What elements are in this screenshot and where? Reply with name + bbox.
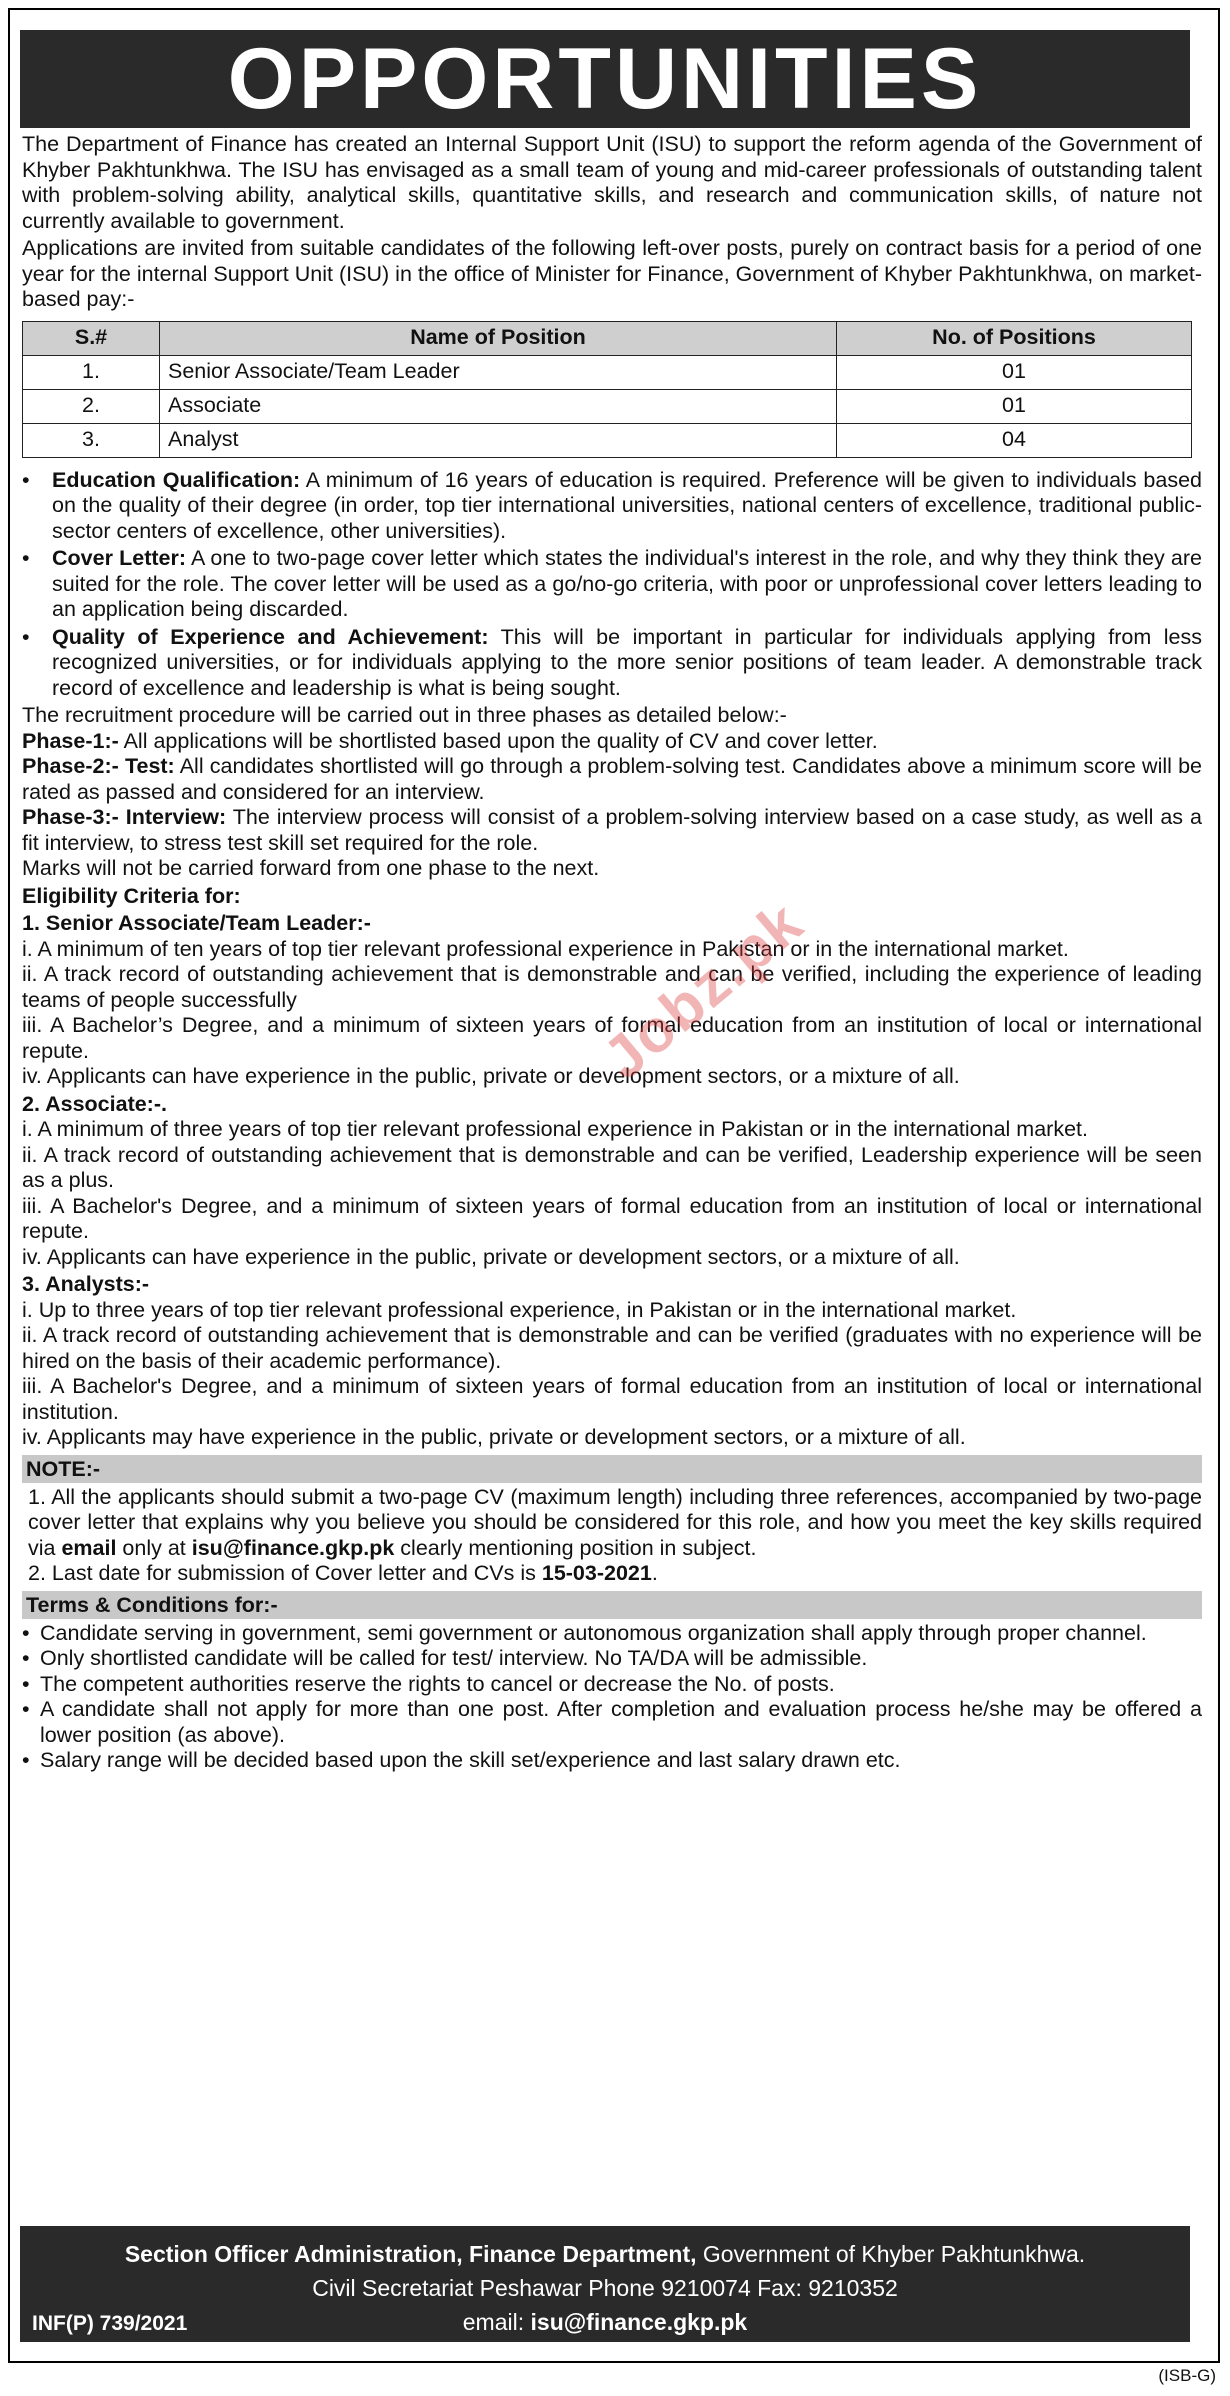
list-item: • A candidate shall not apply for more than one post. After completion and evaluation process he/she may be offered a lower position (as above).: [22, 1697, 1202, 1747]
requirement-text: A minimum of 16 years of education is required. Preference will be given to individuals based on the quality of their degree (in order, top tier international universities, national centers of excellence, traditional public-sector centers of excellence, other universities).: [52, 467, 1202, 543]
last-date: 15-03-2021: [541, 1561, 652, 1585]
list-item: i. A minimum of ten years of top tier relevant professional experience in Pakistan or in the international market.: [22, 936, 1069, 961]
eligibility-senior-heading: 1. Senior Associate/Team Leader:-: [22, 911, 371, 935]
note-text: 1. All the applicants should submit a two-page CV (maximum length) including three references, accompanied by two-page cover letter that explains why you believe you should be considered for this role, and how you meet the key skills required via: [28, 1484, 1202, 1560]
table-row: [23, 355, 1192, 389]
bullet-icon: •: [22, 467, 30, 492]
header-serial: S.#: [23, 321, 160, 355]
requirement-education: [22, 468, 1202, 545]
header-position: Name of Position: [160, 321, 837, 355]
intro-paragraph-2: Applications are invited from suitable candidates of the following left-over posts, purely on contract basis for a period of one year for the internal Support Unit (ISU) in the office of Minister for Finance, Government of Khyber Pakhtunkhwa, on market-based pay:-: [22, 236, 1202, 311]
list-item: iii. A Bachelor's Degree, and a minimum of sixteen years of formal education from an institution of local or international repute.: [22, 1193, 1202, 1243]
eligibility-analyst-heading: 3. Analysts:-: [22, 1272, 150, 1296]
intro-paragraph-1: The Department of Finance has created an Internal Support Unit (ISU) to support the reform agenda of the Government of Khyber Pakhtunkhwa. The ISU has envisaged as a small team of young and mid-career professionals of outstanding talent with problem-solving ability, analytical skills, quantitative skills, and research and communication skills, of nature not currently available to government.: [22, 132, 1202, 233]
table-header-row: [23, 321, 1192, 355]
requirement-experience: [22, 625, 1202, 702]
note-email-word: email: [61, 1535, 117, 1560]
list-item: iv. Applicants can have experience in the public, private or development sectors, or a mixture of all.: [22, 1064, 960, 1088]
bullet-icon: •: [22, 1748, 30, 1772]
requirement-text: This will be important in particular for individuals applying from less recognized universities, or for individuals applying to the more senior positions of team leader. A demonstrable track record of excellence and leadership is what is being sought.: [52, 624, 1203, 700]
note-heading: NOTE:-: [22, 1455, 1202, 1483]
list-item: iii. A Bachelor's Degree, and a minimum of sixteen years of formal education from an institution of local or international institution.: [22, 1374, 1202, 1424]
phase-label: Phase-1:-: [22, 728, 119, 753]
phase-text: All applications will be shortlisted based upon the quality of CV and cover letter.: [118, 728, 878, 753]
phase-label: Phase-3:- Interview:: [22, 805, 227, 829]
table-row: [23, 423, 1192, 457]
eligibility-heading: Eligibility Criteria for:: [22, 883, 241, 908]
requirement-text: A one to two-page cover letter which states the individual's interest in the role, and why they think they are suited for the role. The cover letter will be used as a go/no-go criteria, with poor or unprofessional cover letters leading to an application being discarded.: [52, 546, 1202, 621]
marks-note: Marks will not be carried forward from one phase to the next.: [22, 856, 600, 880]
list-item: ii. A track record of outstanding achievement that is demonstrable and can be verified (graduates with no experience will be hired on the basis of their academic performance).: [22, 1323, 1202, 1373]
row-count: 01: [837, 355, 1192, 389]
row-position: Senior Associate/Team Leader: [160, 355, 837, 389]
footer-address: Civil Secretariat Peshawar Phone 9210074 Fax: 9210352: [312, 2275, 898, 2301]
phase-label: Phase-2:- Test:: [22, 754, 175, 778]
requirement-cover-letter: [22, 546, 1202, 623]
list-item: iv. Applicants can have experience in the public, private or development sectors, or a mixture of all.: [22, 1244, 960, 1269]
requirement-label: Cover Letter:: [52, 546, 187, 570]
footer-email: email: isu@finance.gkp.pk: [462, 2309, 748, 2335]
bullet-icon: •: [22, 1620, 30, 1645]
row-position: Analyst: [160, 423, 837, 457]
list-item: iii. A Bachelor’s Degree, and a minimum of sixteen years of formal education from an institution of local or international repute.: [22, 1013, 1202, 1063]
requirement-label: Education Qualification:: [52, 467, 301, 492]
note-item-2: [22, 1561, 1202, 1587]
phase-text: The interview process will consist of a problem-solving interview based on a case study, as well as a fit interview, to stress test skill set required for the role.: [22, 805, 1202, 855]
advert-reference: INF(P) 739/2021: [32, 2312, 188, 2335]
procedure-intro: The recruitment procedure will be carried out in three phases as detailed below:-: [22, 703, 787, 727]
list-item: ii. A track record of outstanding achievement that is demonstrable and can be verified, Leadership experience will be seen as a plus.: [22, 1142, 1202, 1192]
footer-contact: [20, 2226, 1190, 2342]
row-count: 01: [837, 389, 1192, 423]
list-item: i. A minimum of three years of top tier relevant professional experience in Pakistan or in the international market.: [22, 1117, 1088, 1141]
advert-body: [22, 132, 1202, 1774]
row-count: 04: [837, 423, 1192, 457]
note-text: 2. Last date for submission of Cover letter and CVs is: [28, 1561, 542, 1585]
terms-heading: Terms & Conditions for:-: [22, 1591, 1202, 1619]
intro-section: [22, 132, 1202, 313]
footer-office: Section Officer Administration, Finance Department, Government of Khyber Pakhtunkhwa.: [124, 2241, 1086, 2267]
note-text: .: [651, 1561, 658, 1585]
list-item: • Only shortlisted candidate will be called for test/ interview. No TA/DA will be admissible.: [22, 1646, 868, 1670]
watermark-logo: Jobz.pk: [590, 888, 816, 1093]
bullet-icon: •: [22, 1697, 30, 1721]
row-position: Associate: [160, 389, 837, 423]
row-serial: 3.: [23, 423, 160, 457]
page-title: OPPORTUNITIES: [20, 30, 1190, 128]
list-item: • Candidate serving in government, semi government or autonomous organization shall apply through proper channel.: [22, 1620, 1147, 1645]
bullet-icon: •: [22, 624, 30, 649]
eligibility-associate-heading: 2. Associate:-.: [22, 1091, 167, 1116]
list-item: ii. A track record of outstanding achievement that is demonstrable and can be verified, including the experience of leading teams of people successfully: [22, 962, 1202, 1012]
header-count: No. of Positions: [837, 321, 1192, 355]
phase-3: [22, 805, 1202, 856]
row-serial: 1.: [23, 355, 160, 389]
phase-text: All candidates shortlisted will go through a problem-solving test. Candidates above a minimum score will be rated as passed and considered for an interview.: [22, 754, 1202, 804]
positions-table: [22, 321, 1192, 458]
note-email-link[interactable]: isu@finance.gkp.pk: [191, 1535, 395, 1560]
footer-email-link[interactable]: isu@finance.gkp.pk: [530, 2309, 748, 2335]
requirement-label: Quality of Experience and Achievement:: [52, 624, 489, 649]
bullet-icon: •: [22, 1671, 30, 1696]
row-serial: 2.: [23, 389, 160, 423]
list-item: • Salary range will be decided based upon the skill set/experience and last salary drawn etc.: [22, 1748, 901, 1772]
bullet-icon: •: [22, 1646, 30, 1670]
list-item: iv. Applicants may have experience in the public, private or development sectors, or a mixture of all.: [22, 1425, 966, 1449]
bullet-icon: •: [22, 546, 30, 570]
note-item-1: [22, 1485, 1202, 1562]
list-item: i. Up to three years of top tier relevant professional experience, in Pakistan or in the international market.: [22, 1297, 1017, 1322]
table-row: [23, 389, 1192, 423]
isb-code: (ISB-G): [1158, 2366, 1216, 2385]
note-text: only at: [116, 1535, 192, 1560]
note-text: clearly mentioning position in subject.: [394, 1535, 757, 1560]
phase-2: [22, 754, 1202, 805]
phase-1: [22, 729, 1202, 755]
list-item: • The competent authorities reserve the rights to cancel or decrease the No. of posts.: [22, 1671, 835, 1696]
